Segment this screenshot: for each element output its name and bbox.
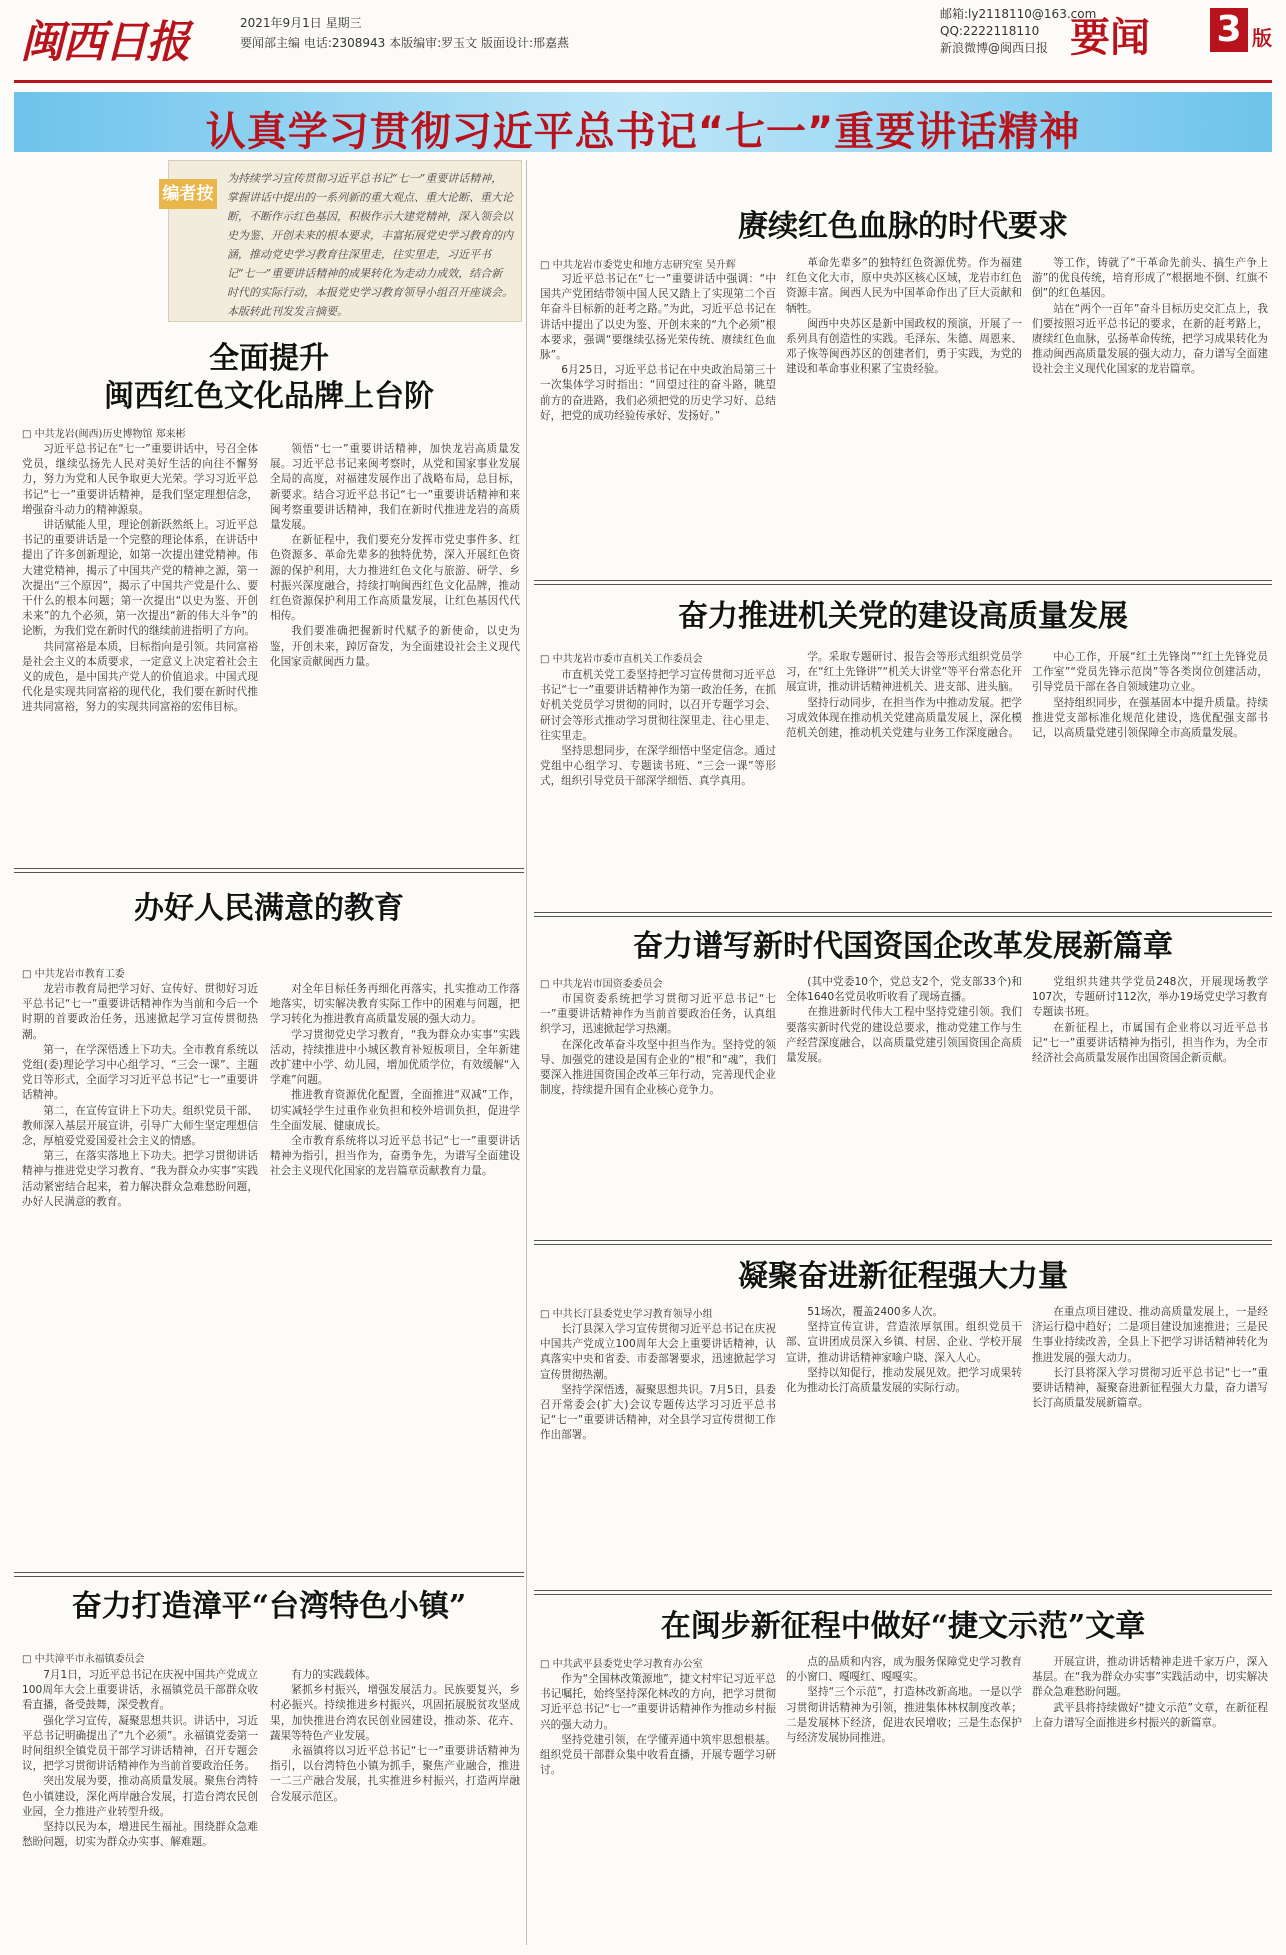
masthead <box>0 0 1286 84</box>
article-byline: □ 中共武平县委党史学习教育办公室 <box>540 1655 703 1670</box>
paragraph: 坚持“三个示范”，打造林改新高地。一是以学习贯彻讲话精神为引领，推进集体林权制度改革；二是发展林下经济，促进农民增收；三是生态保护与经济发展协同推进。 <box>786 1686 1022 1745</box>
article-column <box>786 975 1022 1232</box>
paragraph: 在重点项目建设、推动高质量发展上，一是经济运行稳中趋好；二是项目建设加速推进；三是民生事业持续改善，全县上下把学习讲话精神转化为推进发展的强大动力。 <box>1032 1306 1268 1364</box>
contact-email: 邮箱:ly2118110@163.com <box>940 7 1097 21</box>
paragraph: 坚持以知促行，推动发展见效。把学习成果转化为推动长汀高质量发展的实际行动。 <box>786 1366 1022 1395</box>
paragraph: 强化学习宣传，凝聚思想共识。讲话中，习近平总书记明确提出了“九个必须”。永福镇党委第一时间组织全镇党员干部学习讲话精神，召开专题会议，把学习贯彻讲话精神作为当前首要政治任务。 <box>22 1714 258 1773</box>
article-separator <box>14 868 524 873</box>
editor-note-tag: 编者按 <box>159 179 217 209</box>
contact-qq: QQ:2222118110 <box>940 24 1040 38</box>
paragraph: 长汀县深入学习宣传贯彻习近平总书记在庆祝中国共产党成立100周年大会上重要讲话精神，认真落实中央和省委、市委部署要求，迅速掀起学习宣传贯彻热潮。 <box>540 1323 776 1381</box>
article-headline: 奋力谱写新时代国资国企改革发展新篇章 <box>633 929 1173 964</box>
section-name: 要闻 <box>1070 15 1150 61</box>
paragraph: 中心工作，开展“红土先锋岗”“红土先锋党员工作室”“党员先锋示范岗”等各类岗位创建活动，引导党员干部在各自领域建功立业。 <box>1032 651 1268 694</box>
article-column <box>270 982 520 1564</box>
paragraph: 坚持以民为本，增进民生福祉。围绕群众急难愁盼问题，切实为群众办实事、解难题。 <box>22 1821 258 1849</box>
article-byline: □ 中共龙岩(闽西)历史博物馆 郑来彬 <box>22 425 186 440</box>
article-byline: □ 中共龙岩市国资委委员会 <box>540 975 663 990</box>
paragraph: 站在“两个一百年”奋斗目标历史交汇点上，我们要按照习近平总书记的要求，在新的赶考路上，赓续红色血脉，弘扬革命传统，把学习成果转化为推动闽西高质量发展的强大动力，奋力谱写全面建设社会主义现代化国家的龙岩篇章。 <box>1032 302 1268 376</box>
paragraph: 突出发展为要，推动高质量发展。聚焦台湾特色小镇建设，深化两岸融合发展，打造台湾农民创业园，全力推进产业转型升级。 <box>22 1775 258 1818</box>
article-separator <box>534 1240 1272 1245</box>
paragraph: 6月25日，习近平总书记在中央政治局第三十一次集体学习时指出：“回望过往的奋斗路，眺望前方的奋进路，我们必须把党的历史学习好、总结好，把党的成功经验传承好、发扬好。” <box>540 364 776 422</box>
paragraph: 紧抓乡村振兴，增强发展活力。民族要复兴，乡村必振兴。持续推进乡村振兴，巩固拓展脱贫攻坚成果，加快推进台湾农民创业园建设，推动茶、花卉、蔬果等特色产业发展。 <box>270 1684 520 1742</box>
paragraph: 闽西中央苏区是新中国政权的预演，开展了一系列具有创造性的实践。毛泽东、朱德、周恩来、邓子恢等闽西苏区的创建者们，勇于实践，为党的建设和革命事业积累了宝贵经验。 <box>786 317 1022 376</box>
paragraph: 坚持行动同步，在担当作为中推动发展。把学习成效体现在推动机关党建高质量发展上，深化模范机关创建，推动机关党建与业务工作深度融合。 <box>786 696 1022 740</box>
staff-credits: 要闻部主编 电话:2308943 本版编审:罗玉文 版面设计:邢嘉燕 <box>240 36 570 50</box>
article-column <box>786 650 1022 906</box>
paragraph: 习近平总书记在“七一”重要讲话中，号召全体党员，继续弘扬先人民对美好生活的向往不懈努力，努力为党和人民争取更大光荣。学习习近平总书记“七一”重要讲话精神，是我们坚定理想信念，增强奋斗动力的精神源泉。 <box>22 443 258 516</box>
editor-note <box>162 160 522 322</box>
paragraph: 51场次，覆盖2400多人次。 <box>807 1306 943 1318</box>
paragraph: 在深化改革奋斗攻坚中担当作为。坚持党的领导、加强党的建设是国有企业的“根”和“魂”，我们要深入推进国资国企改革三年行动，完善现代企业制度，持续提升国有企业核心竞争力。 <box>540 1038 776 1097</box>
article-column <box>786 1655 1022 1944</box>
banner-title: 认真学习贯彻习近平总书记“七一”重要讲话精神 <box>205 109 1081 155</box>
article-column <box>22 442 258 858</box>
article-headline: 奋力打造漳平“台湾特色小镇” <box>71 1589 467 1624</box>
masthead-rule <box>14 80 1272 83</box>
contact-weibo: 新浪微博@闽西日报 <box>940 41 1049 55</box>
article-byline: □ 中共长汀县委党史学习教育领导小组 <box>540 1305 713 1320</box>
article-separator <box>534 580 1272 585</box>
article-column <box>270 442 520 858</box>
paragraph: 在新征程上，市属国有企业将以习近平总书记“七一”重要讲话精神为指引，担当作为，为全市经济社会高质量发展作出国资国企新贡献。 <box>1032 1021 1268 1065</box>
article-column <box>786 1305 1022 1584</box>
paragraph: 坚持党建引领，在学懂弄通中筑牢思想根基。组织党员干部群众集中收看直播，开展专题学习研讨。 <box>540 1733 776 1777</box>
article-headline: 办好人民满意的教育 <box>134 891 404 926</box>
article-column <box>1032 1655 1268 1944</box>
article-headline: 奋力推进机关党的建设高质量发展 <box>678 599 1128 634</box>
paragraph: (其中党委10个，党总支2个，党支部33个)和全体1640名党员收听收看了现场直播。 <box>786 976 1022 1004</box>
article-column <box>540 992 776 1232</box>
paragraph: 学。采取专题研讨、报告会等形式组织党员学习，在“红土先锋讲”“机关大讲堂”等平台常态化开展宣讲，推动讲话精神进机关、进支部、进头脑。 <box>786 651 1022 694</box>
article-column <box>540 1672 776 1944</box>
paragraph: 坚持学深悟透，凝聚思想共识。7月5日，县委召开常委会(扩大)会议专题传达学习习近平总书记“七一”重要讲话精神，对全县学习宣传贯彻工作作出部署。 <box>540 1383 776 1442</box>
article-column <box>22 982 258 1564</box>
paragraph: 点的品质和内容，成为服务保障党史学习教育的小窗口、嘎嘎红、嘎嘎实。 <box>786 1656 1022 1684</box>
article-byline: □ 中共漳平市永福镇委员会 <box>22 1650 145 1665</box>
article-separator <box>534 1590 1272 1595</box>
paragraph: 推进教育资源优化配置，全面推进“双减”工作，切实减轻学生过重作业负担和校外培训负担，促进学生全面发展、健康成长。 <box>270 1089 520 1132</box>
paragraph: 坚持组织同步，在强基固本中提升质量。持续推进党支部标准化规范化建设，选优配强支部书记，以高质量党建引领保障全市高质量发展。 <box>1032 696 1268 740</box>
paragraph: 等工作，铸就了“干革命先前头、搞生产争上游”的优良传统，培育形成了“根据地不倒、红旗不倒”的红色基因。 <box>1032 257 1268 300</box>
article-headline: 在闽步新征程中做好“捷文示范”文章 <box>660 1609 1146 1644</box>
editor-note-text: 为持续学习宣传贯彻习近平总书记“七一”重要讲话精神，掌握讲话中提出的一系列新的重大观点、重大论断、重大论断，不断作示红色基因，积极作示大建党精神，深入领会以史为鉴、开创未来的根本要求，丰富拓展党史学习教育的内涵，推动党史学习教育往深里走，往实里走，习近平书记“七一”重要讲话精神的成果转化为走动力成效，结合新时代的实际行动，本报党史学习教育领导小组召开座谈会。本版转此刊发发言摘要。 <box>227 172 513 318</box>
paragraph: 坚持宣传宣讲，营造浓厚氛围。组织党员干部、宣讲团成员深入乡镇、村居、企业、学校开展宣讲，推动讲话精神家喻户晓、深入人心。 <box>786 1321 1022 1364</box>
paragraph: 共同富裕是本质，目标指向是引领。共同富裕是社会主义的本质要求，一定意义上决定着社会主义的成色，是中国共产党人的价值追求。中国式现代化是实现共同富裕的现代化，我们要在新时代推进共同富裕，努力的实现共同富裕的宏伟目标。 <box>22 640 258 714</box>
article-byline: □ 中共龙岩市教育工委 <box>22 965 125 980</box>
paragraph: 市直机关党工委坚持把学习宣传贯彻习近平总书记“七一”重要讲话精神作为第一政治任务，在抓好机关党员学习贯彻的同时，以召开专题学习会、研讨会等形式推动学习贯彻往深里走、往心里走、往实里走。 <box>540 669 776 742</box>
article-byline: □ 中共龙岩市委党史和地方志研究室 吴升辉 <box>540 256 736 271</box>
page-number-badge: 3 <box>1210 8 1248 52</box>
article-column <box>270 1668 520 1944</box>
article-headline: 赓续红色血脉的时代要求 <box>738 209 1068 244</box>
paragraph: 永福镇将以习近平总书记“七一”重要讲话精神为指引，以台湾特色小镇为抓手，聚焦产业融合，推进一二三产融合发展，扎实推进乡村振兴，打造两岸融合发展示范区。 <box>270 1745 520 1803</box>
paragraph: 我们要准确把握新时代赋予的新使命，以史为鉴，开创未来，踔厉奋发，为全面建设社会主义现代化国家贡献闽西力量。 <box>270 625 520 668</box>
paragraph: 第二，在宣传宣讲上下功夫。组织党员干部、教师深入基层开展宣讲，引导广大师生坚定理想信念，厚植爱党爱国爱社会主义的情感。 <box>22 1104 258 1148</box>
paragraph: 习近平总书记在“七一”重要讲话中强调：“中国共产党团结带领中国人民又踏上了实现第二个百年奋斗目标新的赶考之路。”为此，习近平总书记在讲话中提出了以史为鉴、开创未来的“九个必须”根本要求，强调“要继续弘扬光荣传统、赓续红色血脉”。 <box>540 273 776 362</box>
article-column <box>540 272 776 572</box>
paragraph: 全市教育系统将以习近平总书记“七一”重要讲话精神为指引，担当作为，奋勇争先，为谱写全面建设社会主义现代化国家的龙岩篇章贡献教育力量。 <box>270 1135 520 1178</box>
paragraph: 领悟“七一”重要讲话精神，加快龙岩高质量发展。习近平总书记来闽考察时，从党和国家事业发展全局的高度，对福建发展作出了战略布局，总目标，新要求。结合习近平总书记“七一”重要讲话精神和来闽考察重要讲话精神，我们在新时代推进龙岩的高质量发展。 <box>270 443 520 532</box>
article-headline: 凝聚奋进新征程强大力量 <box>738 1259 1068 1294</box>
paragraph: 市国资委系统把学习贯彻习近平总书记“七一”重要讲话精神作为当前首要政治任务，认真组织学习，迅速掀起学习热潮。 <box>540 993 776 1036</box>
article-byline: □ 中共龙岩市委市直机关工作委员会 <box>540 650 703 665</box>
article-column <box>1032 975 1268 1232</box>
paragraph: 开展宣讲，推动讲话精神走进千家万户，深入基层。在“我为群众办实事”实践活动中，切实解决群众急难愁盼问题。 <box>1032 1656 1268 1699</box>
paragraph: 武平县将持续做好“捷文示范”文章，在新征程上奋力谱写全面推进乡村振兴的新篇章。 <box>1032 1701 1268 1729</box>
article-column <box>1032 650 1268 906</box>
page-unit: 版 <box>1252 26 1272 50</box>
paragraph: 讲话赋能人里，理论创新跃然纸上。习近平总书记的重要讲话是一个完整的理论体系，在讲话中提出了许多创新理论，如第一次提出建党精神。伟大建党精神，揭示了中国共产党的精神之源，第一次提出“三个原因”，揭示了中国共产党是什么、要干什么的根本问题；第一次提出“以史为鉴、开创未来”的九个必须，第一次提出“新的伟大斗争”的论断，为我们党在新时代的继续前进指明了方向。 <box>22 519 258 638</box>
topic-banner <box>14 92 1272 155</box>
article-column <box>540 1322 776 1584</box>
article-column <box>1032 256 1268 572</box>
paragraph: 7月1日，习近平总书记在庆祝中国共产党成立100周年大会上重要讲话，永福镇党员干部群众收看直播，备受鼓舞，深受教育。 <box>22 1669 258 1712</box>
paragraph: 第一，在学深悟透上下功夫。全市教育系统以党组(委)理论学习中心组学习、“三会一课”、主题党日等形式，全面学习习近平总书记“七一”重要讲话精神。 <box>22 1043 258 1102</box>
paragraph: 党组织共建共学党员248次，开展现场教学107次，专题研讨112次，举办19场党史学习教育专题读书班。 <box>1032 976 1268 1019</box>
paragraph: 作为“全国林改策源地”，捷文村牢记习近平总书记嘱托，始终坚持深化林改的方向，把学习贯彻习近平总书记“七一”重要讲话精神作为推动乡村振兴的强大动力。 <box>540 1673 776 1731</box>
paragraph: 在新征程中，我们要充分发挥市党史事件多、红色资源多、革命先辈多的独特优势，深入开展红色资源的保护利用，大力推进红色文化与旅游、研学、乡村振兴深度融合，持续打响闽西红色文化品牌，推动红色资源保护利用工作高质量发展，让红色基因代代相传。 <box>270 534 520 623</box>
issue-date: 2021年9月1日 星期三 <box>240 16 362 30</box>
article-column <box>786 256 1022 572</box>
paragraph: 坚持思想同步，在深学细悟中坚定信念。通过党组中心组学习、专题读书班、“三会一课”等形式，组织引导党员干部深学细悟、真学真用。 <box>540 745 776 788</box>
paragraph: 长汀县将深入学习贯彻习近平总书记“七一”重要讲话精神，凝聚奋进新征程强大力量，奋力谱写长汀高质量发展新篇章。 <box>1032 1366 1268 1410</box>
paragraph: 对全年目标任务再细化再落实，扎实推动工作落地落实，切实解决教育实际工作中的困难与问题，把学习转化为推进教育高质量发展的强大动力。 <box>270 983 520 1026</box>
article-separator <box>534 912 1272 917</box>
paragraph: 学习贯彻党史学习教育，“我为群众办实事”实践活动，持续推进中小城区教育补短板项目，全年新建改扩建中小学、幼儿园，增加优质学位，有效缓解“入学难”问题。 <box>270 1028 520 1087</box>
article-column <box>540 668 776 906</box>
article-column <box>22 1668 258 1944</box>
paragraph: 有力的实践载体。 <box>291 1669 376 1681</box>
article-column <box>1032 1305 1268 1584</box>
newspaper-logo: 闽西日报 <box>20 17 188 68</box>
column-divider <box>526 160 527 1945</box>
article-separator <box>14 1572 524 1577</box>
paragraph: 革命先辈多”的独特红色资源优势。作为福建红色文化大市，原中央苏区核心区域，龙岩市红色资源丰富。闽西人民为中国革命作出了巨大贡献和牺牲。 <box>786 257 1022 315</box>
paragraph: 龙岩市教育局把学习好、宣传好、贯彻好习近平总书记“七一”重要讲话精神作为当前和今后一个时期的首要政治任务，迅速掀起学习宣传贯彻热潮。 <box>22 983 258 1041</box>
paragraph: 第三，在落实落地上下功夫。把学习贯彻讲话精神与推进党史学习教育、“我为群众办实事”实践活动紧密结合起来，着力解决群众急难愁盼问题，办好人民满意的教育。 <box>22 1150 258 1208</box>
paragraph: 在推进新时代伟大工程中坚持党建引领。我们要落实新时代党的建设总要求，推动党建工作与生产经营深度融合，以高质量党建引领国资国企高质量发展。 <box>786 1006 1022 1065</box>
article-headline: 全面提升 闽西红色文化品牌上台阶 <box>104 341 434 414</box>
